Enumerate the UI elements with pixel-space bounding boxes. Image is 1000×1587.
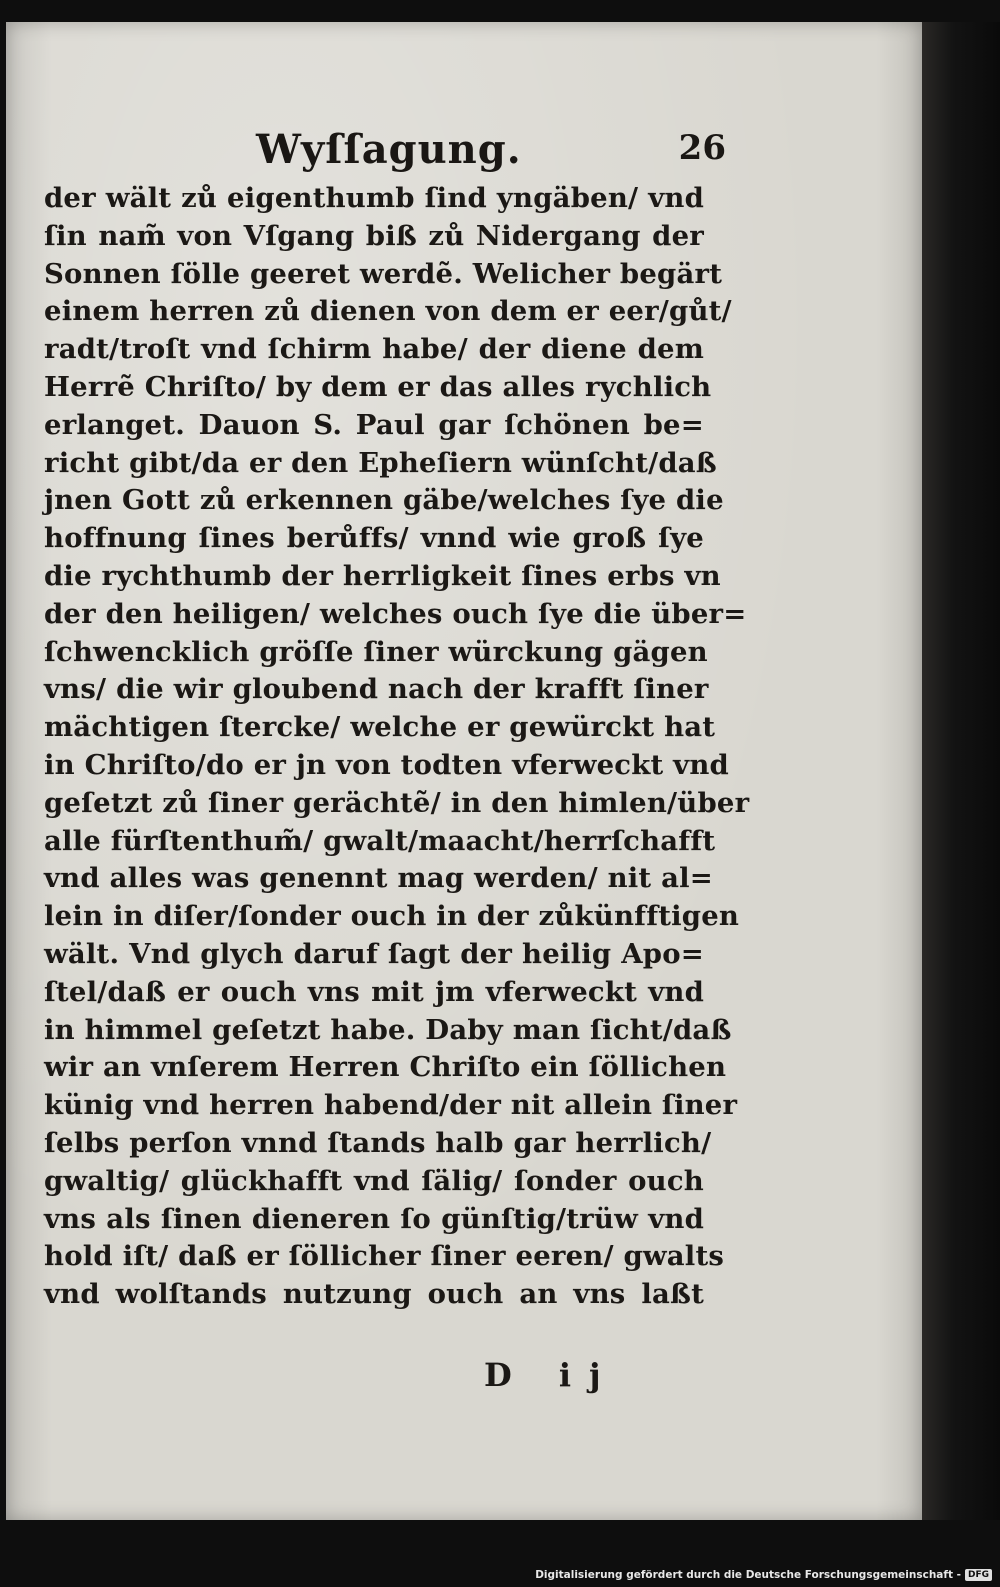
text-line: ſtel/daß er ouch vns mit jm vferweckt vnd: [44, 975, 704, 1008]
text-line: künig vnd herren habend/der nit allein ſiner: [44, 1089, 738, 1122]
text-line: der den heiligen/ welches ouch ſye die über=: [44, 597, 747, 630]
text-line: Herrẽ Chriſto/ by dem er das alles rychlich: [44, 370, 712, 403]
text-line: hold iſt/ daß er ſöllicher ſiner eeren/ gwalts: [44, 1240, 725, 1273]
text-line: ſchwencklich gröſſe ſiner würckung gägen: [44, 635, 708, 668]
dfg-logo: DFG: [965, 1569, 992, 1581]
page-number: 26: [678, 128, 726, 168]
text-line: gwaltig/ glückhafft vnd ſälig/ ſonder ouch: [44, 1164, 704, 1197]
text-line: hoffnung ſines berůffs/ vnnd wie groß ſye: [44, 522, 704, 555]
book-page: [6, 22, 922, 1520]
text-line: ſelbs perſon vnnd ſtands halb gar herrlich/: [44, 1126, 712, 1159]
text-line: in Chriſto/do er jn von todten vferweckt vnd: [44, 748, 729, 781]
body-text: [44, 180, 750, 1314]
text-line: geſetzt zů ſiner gerächtẽ/ in den himlen/über: [44, 786, 750, 819]
text-line: radt/troſt vnd ſchirm habe/ der diene dem: [44, 333, 704, 366]
signature-mark: D ij: [484, 1356, 619, 1394]
book-edge-shadow: [922, 22, 1000, 1520]
text-line: wält. Vnd glych daruf ſagt der heilig Apo=: [44, 937, 704, 970]
text-line: einem herren zů dienen von dem er eer/gůt/: [44, 295, 732, 328]
text-line: vnd alles was genennt mag werden/ nit al=: [44, 862, 714, 895]
text-line: vnd wolſtands nutzung ouch an vns laßt: [44, 1278, 704, 1311]
text-line: in himmel geſetzt habe. Daby man ſicht/daß: [44, 1013, 732, 1046]
text-line: Sonnen ſölle geeret werdẽ. Welicher begärt: [44, 257, 723, 290]
text-line: ſin nam̃ von Vſgang biß zů Nidergang der: [44, 219, 704, 252]
footer-text: Digitalisierung gefördert durch die Deutsche Forschungsgemeinschaft -: [535, 1569, 961, 1581]
funding-footer: [535, 1565, 992, 1585]
text-line: vns/ die wir gloubend nach der krafft ſiner: [44, 673, 709, 706]
text-line: wir an vnſerem Herren Chriſto ein ſöllichen: [44, 1051, 727, 1084]
text-line: alle fürſtenthum̃/ gwalt/maacht/herrſchafft: [44, 824, 716, 857]
text-line: der wält zů eigenthumb ſind yngäben/ vnd: [44, 182, 704, 214]
text-line: erlanget. Dauon S. Paul gar ſchönen be=: [44, 408, 704, 441]
text-line: jnen Gott zů erkennen gäbe/welches ſye die: [44, 484, 724, 517]
text-line: die rychthumb der herrligkeit ſines erbs vn: [44, 559, 721, 592]
text-line: mächtigen ſtercke/ welche er gewürckt hat: [44, 711, 716, 744]
running-title: Wyſſagung.: [256, 126, 522, 173]
text-line: lein in diſer/ſonder ouch in der zůkünfftigen: [44, 900, 740, 933]
text-line: richt gibt/da er den Epheſiern wünſcht/daß: [44, 446, 717, 479]
page-header: [256, 126, 726, 180]
text-line: vns als ſinen dieneren ſo günſtig/trüw vnd: [44, 1202, 704, 1235]
